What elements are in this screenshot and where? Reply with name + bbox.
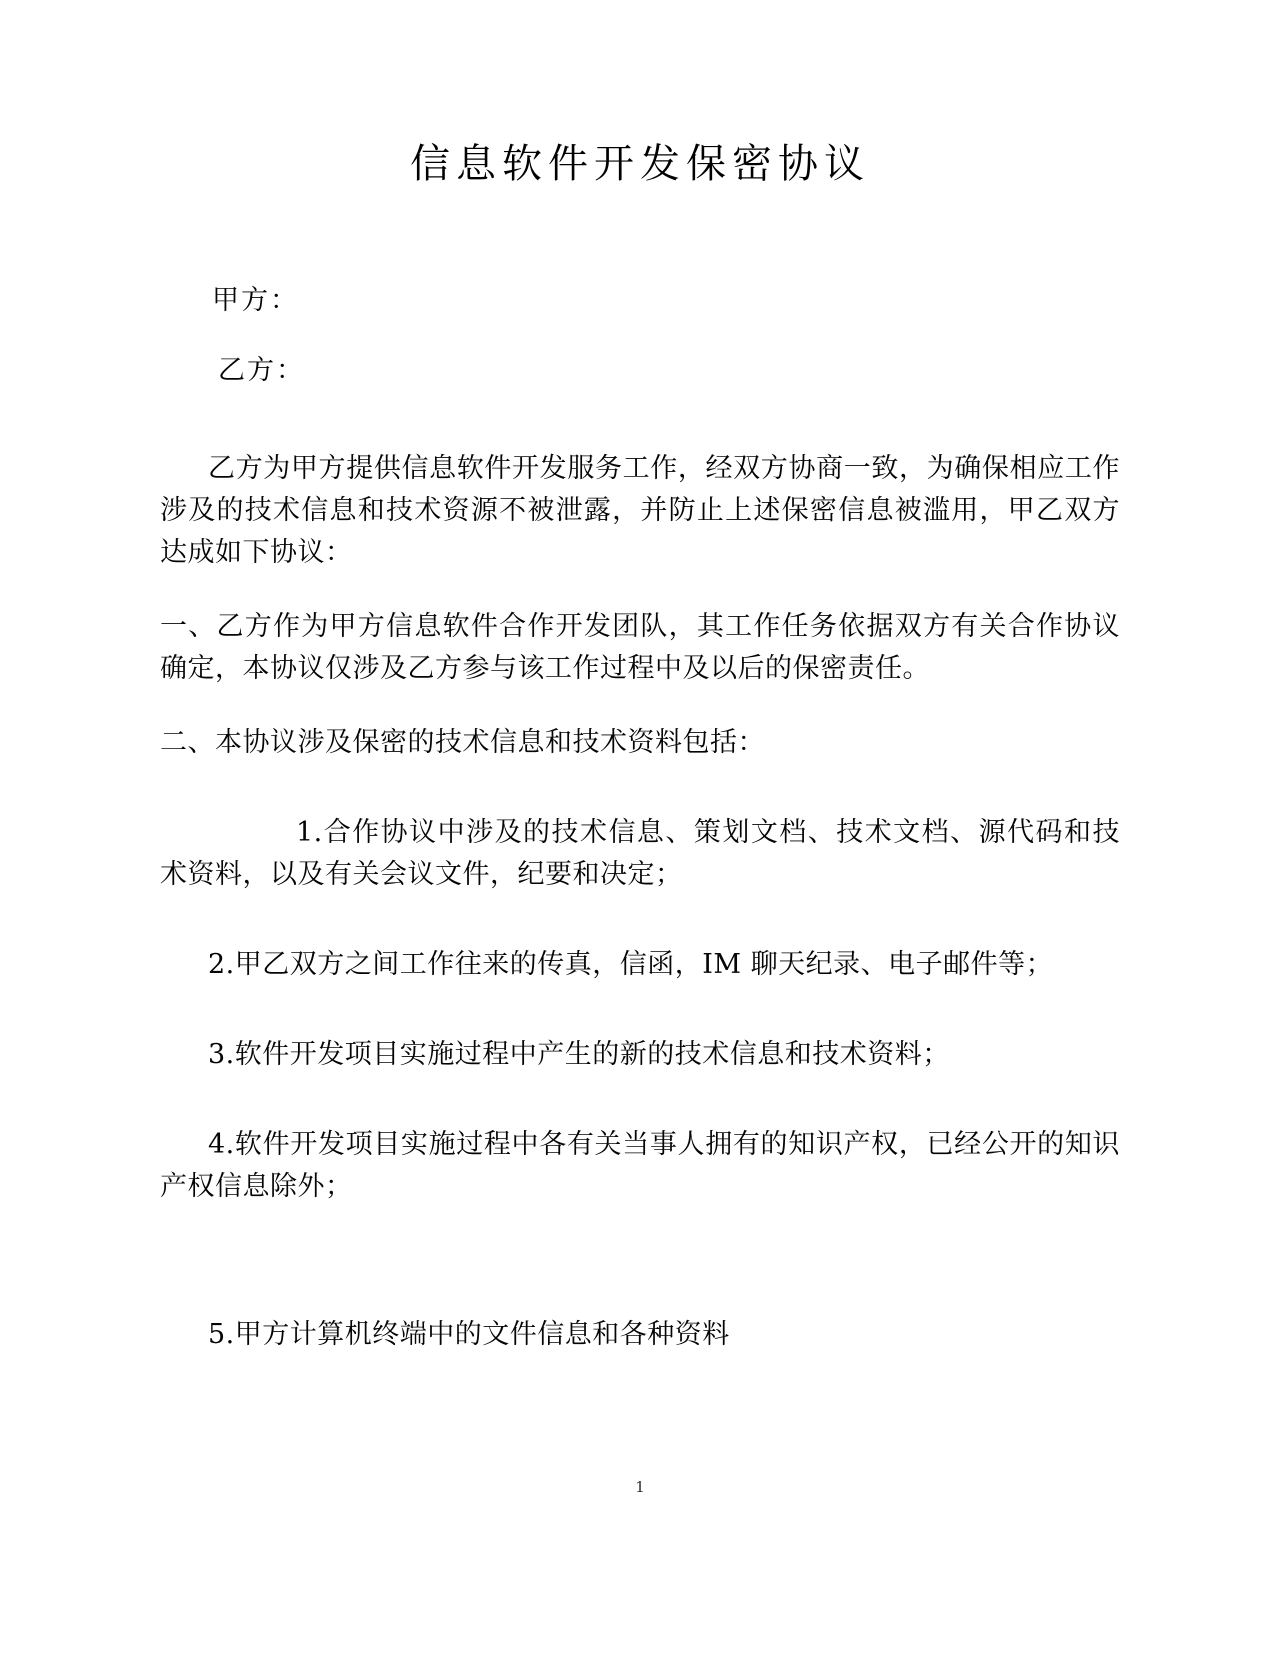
preamble-spacer	[160, 422, 1120, 448]
party-b-label: 乙方：	[218, 354, 305, 386]
list-item: 4.软件开发项目实施过程中各有关当事人拥有的知识产权，已经公开的知识产权信息除外；	[160, 1128, 1120, 1202]
section-one-spacer	[160, 596, 1120, 606]
document-body	[160, 0, 1120, 1656]
list-item: 2.甲乙双方之间工作往来的传真，信函，IM 聊天纪录、电子邮件等；	[208, 948, 1054, 980]
item-gap-4	[160, 1230, 1120, 1314]
page-number: 1	[635, 1478, 645, 1496]
item-gap-1	[160, 918, 1120, 944]
title-spacer	[160, 188, 1120, 280]
preamble-paragraph: 乙方为甲方提供信息软件开发服务工作，经双方协商一致，为确保相应工作涉及的技术信息和技术资源不被泄露，并防止上述保密信息被滥用，甲乙双方达成如下协议：	[160, 452, 1120, 568]
section-two-heading: 二、本协议涉及保密的技术信息和技术资料包括：	[160, 726, 765, 758]
party-a-label: 甲方：	[212, 285, 299, 316]
item-gap-2	[160, 1008, 1120, 1034]
item-gap-3	[160, 1098, 1120, 1124]
section-one-paragraph: 一、乙方作为甲方信息软件合作开发团队，其工作任务依据双方有关合作协议确定，本协议仅涉及乙方参与该工作过程中及以后的保密责任。	[160, 610, 1120, 684]
items-spacer	[160, 786, 1120, 812]
page-title: 信息软件开发保密协议	[410, 141, 870, 187]
list-item: 3.软件开发项目实施过程中产生的新的技术信息和技术资料；	[208, 1038, 950, 1070]
section-two-spacer	[160, 712, 1120, 722]
list-item: 5.甲方计算机终端中的文件信息和各种资料	[208, 1318, 730, 1350]
list-item: 1.合作协议中涉及的技术信息、策划文档、技术文档、源代码和技术资料，以及有关会议文件，纪要和决定；	[160, 816, 1120, 890]
